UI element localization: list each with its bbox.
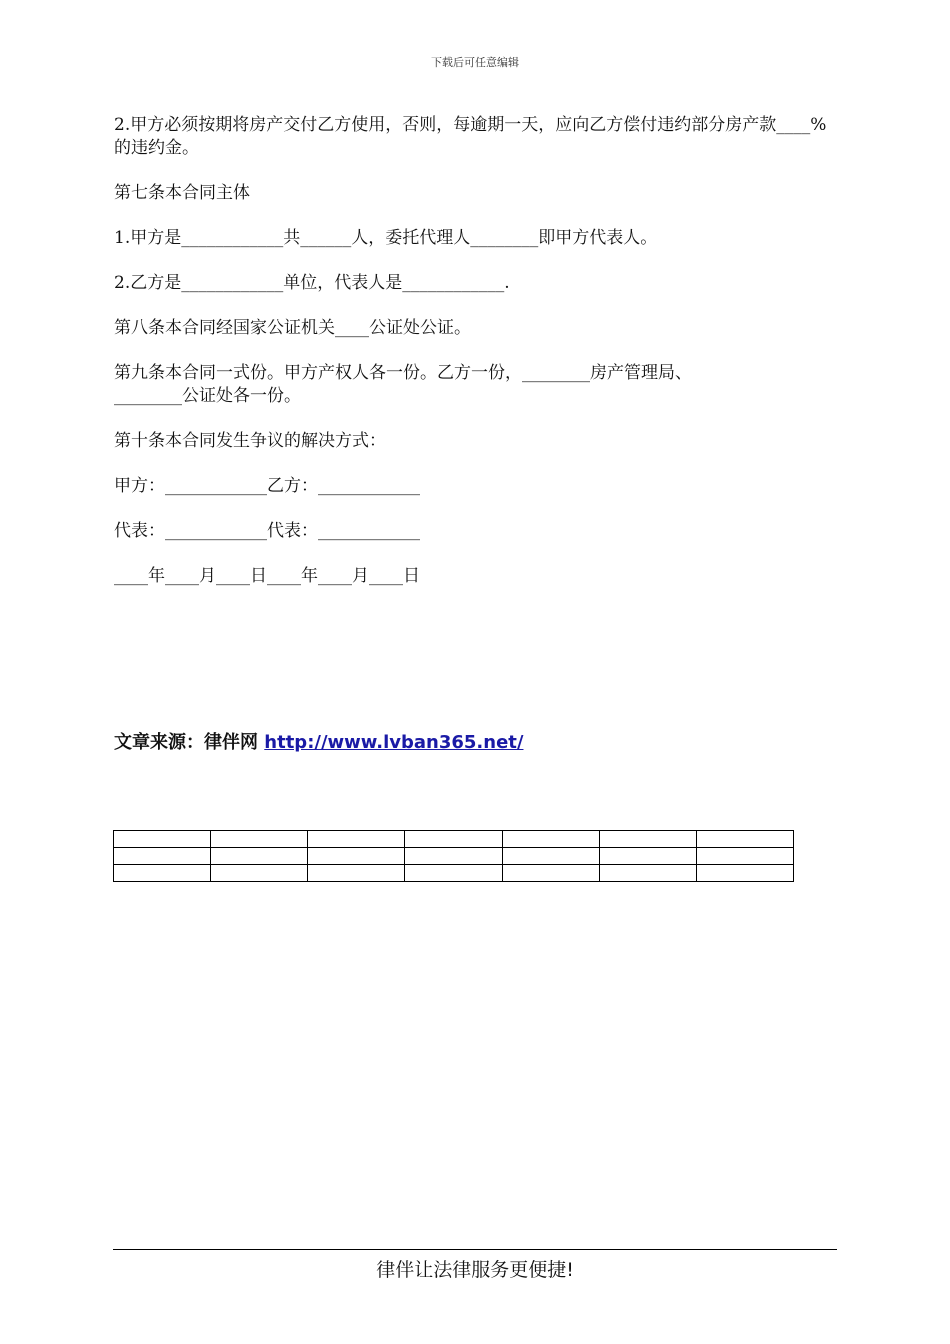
table-cell (308, 865, 405, 882)
heading-article-8: 第八条本合同经国家公证机关____公证处公证。 (114, 318, 471, 338)
article-source (114, 728, 523, 754)
heading-article-10: 第十条本合同发生争议的解决方式： (114, 431, 386, 451)
document-body (114, 114, 844, 610)
footer-slogan: 律伴让法律服务更便捷! (376, 1259, 574, 1281)
source-link[interactable]: http://www.lvban365.net/ (264, 732, 524, 753)
table-cell (308, 848, 405, 865)
table-row (114, 831, 794, 848)
table-cell (405, 865, 502, 882)
table-row (114, 865, 794, 882)
table-cell (308, 831, 405, 848)
table-cell (696, 865, 793, 882)
table-cell (405, 831, 502, 848)
paragraph-party-a: 1.甲方是____________共______人，委托代理人________即甲方代表人。 (114, 228, 658, 248)
table-cell (211, 865, 308, 882)
table-cell (696, 848, 793, 865)
signature-parties: 甲方：____________乙方：____________ (114, 476, 420, 496)
table-cell (502, 865, 599, 882)
footer-divider (113, 1249, 837, 1250)
table-cell (502, 831, 599, 848)
table-cell (696, 831, 793, 848)
page-header: 下载后可任意编辑 (431, 56, 519, 69)
table-cell (114, 865, 211, 882)
paragraph-article-9: 第九条本合同一式份。甲方产权人各一份。乙方一份，________房产管理局、________公证处各一份。 (114, 363, 692, 406)
table-row (114, 848, 794, 865)
signature-representatives: 代表：____________代表：____________ (114, 521, 420, 541)
table-cell (599, 865, 696, 882)
table-cell (211, 848, 308, 865)
source-label: 文章来源：律伴网 (114, 732, 265, 753)
table-cell (502, 848, 599, 865)
table-cell (405, 848, 502, 865)
table-cell (114, 831, 211, 848)
table-cell (599, 831, 696, 848)
empty-grid-table (113, 830, 794, 882)
table-cell (599, 848, 696, 865)
paragraph-party-b: 2.乙方是____________单位，代表人是____________. (114, 273, 510, 293)
table-cell (211, 831, 308, 848)
paragraph-penalty: 2.甲方必须按期将房产交付乙方使用，否则，每逾期一天，应向乙方偿付违约部分房产款____%的违约金。 (114, 115, 827, 158)
signature-dates: ____年____月____日____年____月____日 (114, 566, 420, 586)
heading-article-7: 第七条本合同主体 (114, 183, 250, 203)
table-cell (114, 848, 211, 865)
